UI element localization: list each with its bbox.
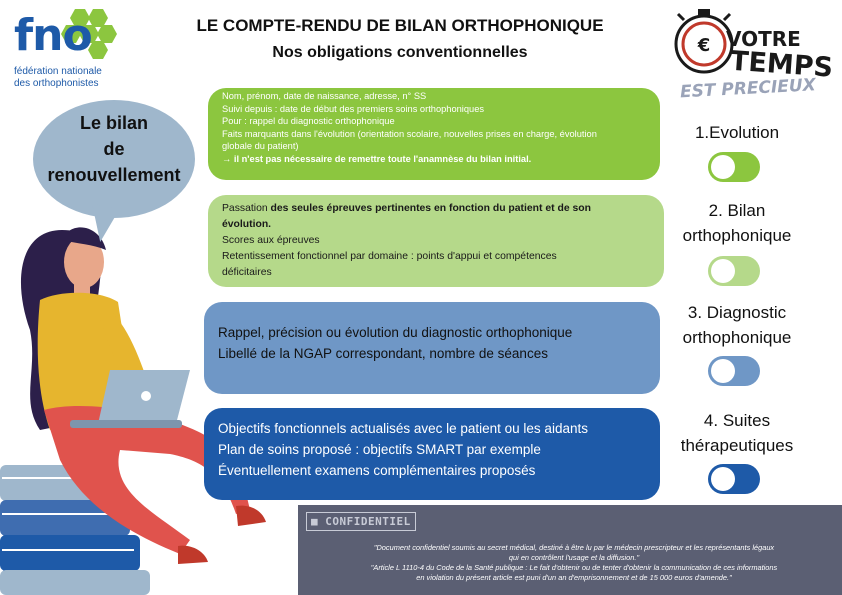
step-bilan-label: 2. Bilan orthophonique [682, 201, 792, 245]
box1-line: globale du patient) [222, 141, 299, 152]
badge-word-1: VOTRE [726, 27, 801, 51]
step-evolution-toggle[interactable] [708, 152, 760, 182]
lock-icon: ■ [311, 515, 319, 528]
page-title: LE COMPTE-RENDU DE BILAN ORTHOPHONIQUE [196, 16, 604, 35]
confidential-notice: "Document confidentiel soumis au secret médical, destiné à être lu par le médecin prescripteur et les représentants légaux qui en contrôlent l'usage et la diffusion." "Article L 1110-4 du Code de la Santé publique : Le fait d'obtenir ou de tenter d'obtenir la communication de ces informations en violation du présent article est puni d'un an d'emprisonnement et de 15 000 euros d'amende." [370, 543, 778, 582]
suites-section-box [204, 408, 660, 500]
step-evolution-label: 1.Evolution [694, 123, 780, 142]
badge-word-2: TEMPS [729, 45, 834, 84]
box2-line: déficitaires [222, 267, 272, 278]
box4-line: Éventuellement examens complémentaires proposés [218, 463, 536, 478]
logo-wordmark: fno [14, 10, 92, 61]
box1-line: Pour : rappel du diagnostic orthophonique [222, 116, 395, 127]
stopwatch-icon [664, 4, 836, 100]
logo-subtitle: fédération nationale des orthophonistes [14, 66, 102, 89]
badge-word-3: EST PRECIEUX [679, 75, 817, 100]
evolution-section-box [208, 88, 660, 180]
box2-line: Retentissement fonctionnel par domaine : points d'appui et compétences [222, 251, 557, 262]
currency-symbol: € [697, 35, 711, 56]
box2-line: Passation des seules épreuves pertinentes en fonction du patient et de son [222, 203, 591, 214]
page-subtitle: Nos obligations conventionnelles [272, 44, 528, 61]
box3-line: Rappel, précision ou évolution du diagnostic orthophonique [218, 325, 573, 340]
box4-line: Plan de soins proposé : objectifs SMART par exemple [218, 442, 541, 457]
step-suites-toggle[interactable] [708, 464, 760, 494]
time-precious-badge [664, 4, 836, 100]
bilan-section-box [208, 195, 664, 287]
box1-note: → il n'est pas nécessaire de remettre toute l'anamnèse du bilan initial. [222, 153, 532, 164]
step-diagnostic-toggle[interactable] [708, 356, 760, 386]
box2-line: Scores aux épreuves [222, 235, 320, 246]
box1-line: Suivi depuis : date de début des premiers soins orthophoniques [222, 103, 485, 114]
step-bilan-toggle[interactable] [708, 256, 760, 286]
box4-line: Objectifs fonctionnels actualisés avec le patient ou les aidants [218, 421, 588, 436]
box3-line: Libellé de la NGAP correspondant, nombre de séances [218, 346, 548, 361]
step-suites-label: 4. Suites thérapeutiques [680, 411, 794, 455]
fno-logo [0, 0, 150, 95]
speech-bubble-text: Le bilan de renouvellement [47, 113, 181, 185]
diagnostic-section-box [204, 302, 660, 394]
step-diagnostic-label: 3. Diagnostic orthophonique [682, 303, 792, 347]
box1-line: Nom, prénom, date de naissance, adresse, n° SS [222, 91, 427, 101]
confidential-stamp: ■ CONFIDENTIEL [306, 512, 416, 531]
box2-line: évolution. [222, 219, 272, 230]
box1-line: Faits marquants dans l'évolution (orientation scolaire, nouvelles prises en charge, évolution [222, 128, 597, 139]
